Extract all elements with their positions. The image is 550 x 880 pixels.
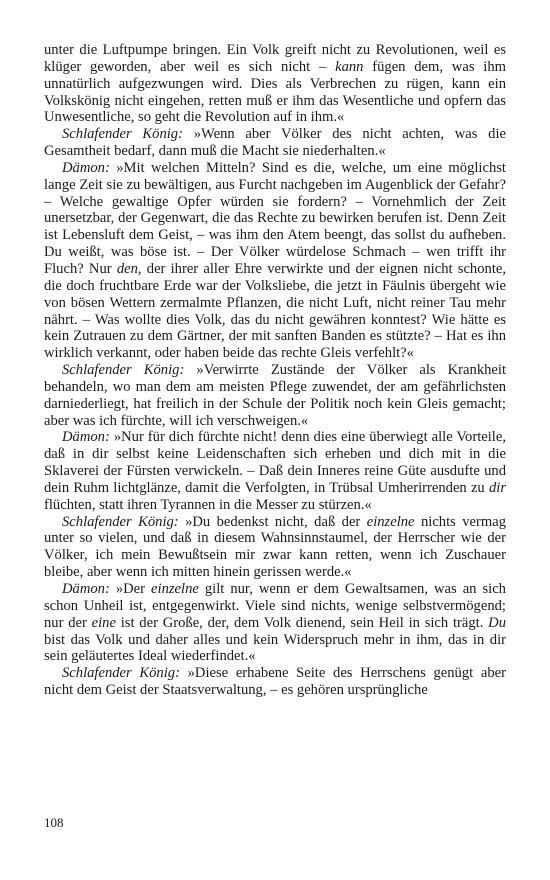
text-run: der ihrer aller Ehre verwirkte und der eignen nicht schonte, die doch fruchtbare Erde war der Volksliebe, die jetzt in Fäulnis übergeht wie von bösen Wettern zermalmte Pflanzen, die nicht Luft, nicht reiner Tau mehr nährt. – Was wollte dies Volk, das du nicht gewähren konntest? Wie hätte es kein Zutrauen zu dem Gärtner, der mit sanften Banden es stützte? – Hat es ihn wirklich verkannt, oder haben beide das rechte Gleis verfehlt?« (44, 260, 506, 362)
italic-text: Dämon: (62, 581, 110, 597)
text-run: bist das Volk und daher alles und kein Widerspruch mehr in ihm, das in dir sein geläutertes Ideal wiederfindet.« (44, 631, 506, 665)
paragraph (44, 429, 506, 513)
italic-text: Schlafender König: (62, 513, 179, 530)
text-run: flüchten, statt ihren Tyrannen in die Messer zu stürzen.« (44, 496, 372, 513)
text-run: fügen dem, was ihm unnatürlich aufgezwungen wird. Dies als Verbrechen zu rügen, kann ein Volkskönig nicht eingehen, retten muß er ihm das Wesentliche und opfern das Unwesentliche, so geht die Revolution auf in ihm.« (44, 58, 506, 126)
paragraph (44, 581, 506, 665)
text-run: »Der (109, 581, 152, 597)
italic-text: Du (488, 614, 506, 631)
paragraph (44, 160, 506, 362)
paragraph (44, 665, 506, 699)
body-text (44, 42, 506, 699)
text-run: »Wenn aber Völker des nicht achten, was die Gesamtheit bedarf, dann muß die Macht sie niederhalten.« (44, 126, 506, 160)
italic-text: Dämon: (62, 159, 110, 176)
page-number: 108 (44, 815, 64, 830)
text-run: »Verwirrte Zustände der Völker als Krankheit behandeln, wo man dem am meisten Pflege zuwendet, der am gefährlichsten darniederliegt, hat freilich in der Schule der Politik noch kein Gleis gemacht; aber was ich fürchte, will ich verschweigen.« (44, 362, 506, 429)
italic-text: einzelne (366, 513, 415, 530)
italic-text: Schlafender König: (62, 665, 180, 682)
text-run: »Nur für dich fürchte nicht! denn dies eine überwiegt alle Vorteile, daß in dir selbst keine Leidenschaften sich erheben und dich mit in die Sklaverei der Fürsten verwickeln. – Daß dein Inneres reine Güte ausdufte und dein Ruhm lichtglänze, damit die Verfolgten, in Trübsal Umherirrenden zu (44, 429, 506, 496)
italic-text: Schlafender König: (62, 126, 183, 143)
text-run: »Du bedenkst nicht, daß der (178, 513, 367, 530)
text-run: »Mit welchen Mitteln? Sind es die, welche, um eine möglichst lange Zeit sie zu bewältigen, aus Furcht nachgeben im Augenblick der Gefahr? – Welche gewaltige Opfer würden sie fordern? – Vornehmlich der Zeit unersetzbar, der Gegenwart, die das Rechte zu bewirken berufen ist. Denn Zeit ist Lebensluft dem Geist, – was ihm den Atem beengt, das sollst du aufheben. Du weißt, was böse ist. – Der Völker würdelose Schmach – wen trifft ihr Fluch? Nur (44, 159, 506, 277)
text-run: gilt nur, wenn er dem Gewaltsamen, was an sich schon Unheil ist, entgegenwirkt. Viele sind nichts, wenige selbstvermögend; nur der (44, 581, 506, 631)
text-run: unter die Luftpumpe bringen. Ein Volk greift nicht zu Revolutionen, weil es klüger geworden, aber weil es sich nicht – (44, 42, 506, 75)
text-run: »Diese erhabene Seite des Herrschens genügt aber nicht dem Geist der Staatsverwaltung, – es gehören ursprüngliche (44, 665, 506, 699)
paragraph (44, 126, 506, 160)
italic-text: kann (335, 58, 364, 75)
text-run: nichts vermag unter so vielen, und daß in diesem Wahnsinnstaumel, der Herrscher wie der Völker, ich mein Bewußtsein mir zwar kann retten, wenn ich Zuschauer bleibe, aber wenn ich mitten hinein gerissen werde.« (44, 513, 506, 581)
text-run: ist der Große, der, dem Volk dienend, sein Heil in sich trägt. (115, 614, 489, 631)
italic-text: Dämon: (62, 429, 110, 446)
italic-text: eine (91, 614, 116, 631)
italic-text: Schlafender König: (62, 362, 185, 379)
paragraph (44, 42, 506, 126)
paragraph (44, 362, 506, 429)
italic-text: dir (488, 479, 506, 496)
italic-text: den, (116, 260, 142, 277)
italic-text: einzelne (151, 581, 199, 597)
paragraph (44, 514, 506, 581)
